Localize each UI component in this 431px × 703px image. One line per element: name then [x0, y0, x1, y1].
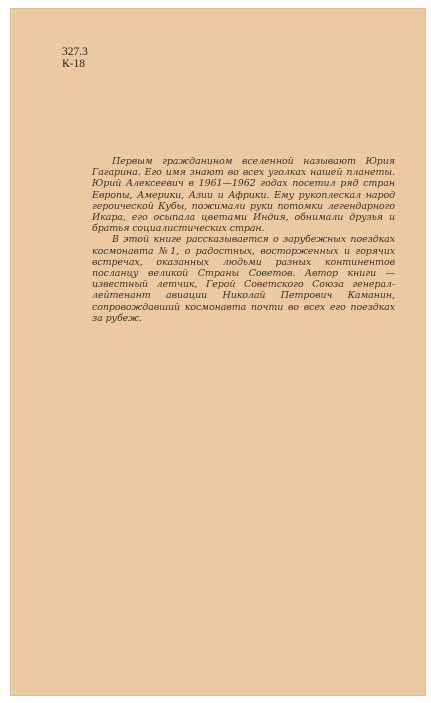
- library-classification: [62, 46, 88, 70]
- author-mark: К-18: [62, 58, 85, 70]
- annotation-paragraph-2: В этой книге рассказывается о зарубежных поездках космонавта №1, о радостных, восторженных и горячих встречах, оказанных людьми разных континентов посланцу великой Страны Советов. Автор книги — известный летчик, Герой Советского Союза генерал-лейтенант авиации Николай Петрович Каманин, сопровождавший космонавта почти во всех его поездках за рубеж.: [92, 234, 395, 324]
- annotation-paragraph-1: Первым гражданином вселенной называют Юрия Гагарина. Его имя знают во всех уголках нашей планеты. Юрий Алексеевич в 1961—1962 годах посетил ряд стран Европы, Америки, Азии и Африки. Ему рукоплескал народ героической Кубы, пожимали руки потомки легендарного Икара, его осыпала цветами Индия, обнимали друзья и братья социалистических стран.: [92, 156, 395, 235]
- book-annotation: [92, 156, 395, 324]
- book-page: [10, 8, 426, 696]
- udc-code: 327.3: [62, 46, 88, 58]
